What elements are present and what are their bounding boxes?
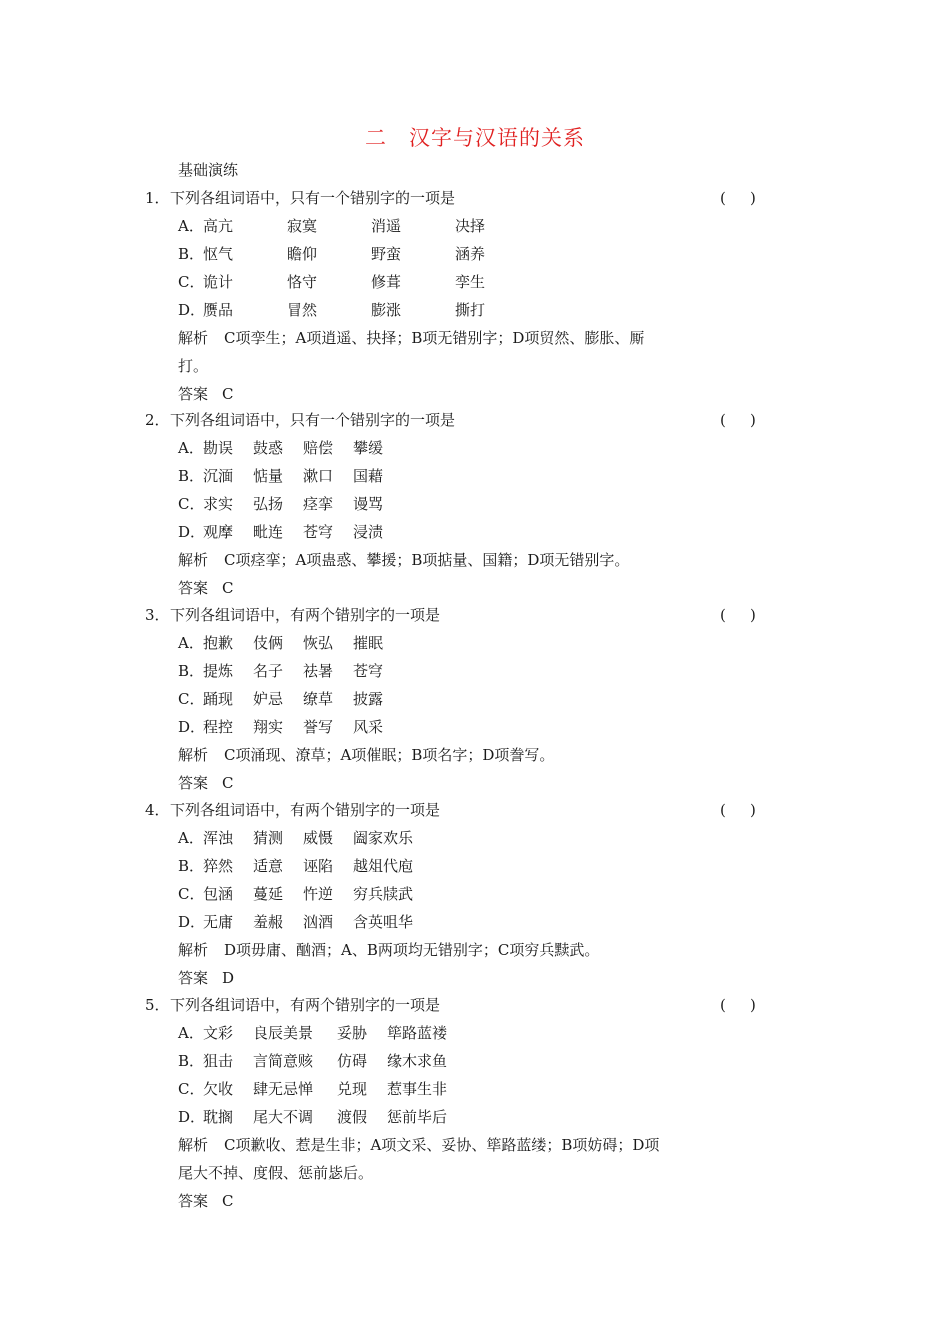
option-a: A．勘误 鼓惑 赔偿 攀缓	[178, 439, 384, 457]
answer: 答案 D	[178, 969, 235, 987]
option-a: A．高亢 寂寞 消遥 决择	[178, 217, 486, 235]
option-c: C．求实 弘扬 痉挛 谩骂	[178, 495, 384, 513]
option-c: C．包涵 蔓延 忤逆 穷兵牍武	[178, 885, 414, 903]
answer-blank: ( )	[720, 189, 756, 207]
analysis: 解析 D项毋庸、酗酒；A、B两项均无错别字；C项穷兵黩武。	[178, 941, 600, 959]
title-number: 二	[365, 126, 387, 150]
analysis: 解析 C项歉收、惹是生非；A项文采、妥协、筚路蓝缕；B项妨碍；D项	[178, 1136, 660, 1154]
option-d: D．赝品 冒然 膨涨 撕打	[178, 301, 486, 319]
analysis-continued: 尾大不掉、度假、惩前毖后。	[178, 1164, 374, 1182]
title-text: 汉字与汉语的关系	[409, 126, 585, 150]
option-b: B．猝然 适意 诬陷 越俎代庖	[178, 857, 414, 875]
page-title	[0, 122, 950, 152]
option-a: A．浑浊 猜测 威慑 阖家欢乐	[178, 829, 414, 847]
option-b: B．沉湎 惦量 漱口 国藉	[178, 467, 384, 485]
option-b: B．狙击 言简意赅 仿碍 缘木求鱼	[178, 1052, 448, 1070]
option-d: D．程控 翔实 誉写 风采	[178, 718, 384, 736]
answer: 答案 C	[178, 774, 234, 792]
answer-blank: ( )	[720, 411, 756, 429]
question-stem: 3．下列各组词语中，有两个错别字的一项是	[145, 606, 441, 624]
option-d: D．观摩 毗连 苍穹 浸渍	[178, 523, 384, 541]
question-stem: 2．下列各组词语中，只有一个错别字的一项是	[145, 411, 456, 429]
option-a: A．抱歉 伎俩 恢弘 摧眠	[178, 634, 384, 652]
option-d: D．无庸 羞赧 汹酒 含英咀华	[178, 913, 414, 931]
question-stem: 5．下列各组词语中，有两个错别字的一项是	[145, 996, 441, 1014]
analysis: 解析 C项孪生；A项逍遥、抉择；B项无错别字；D项贸然、膨胀、厮	[178, 329, 645, 347]
analysis: 解析 C项痉挛；A项蛊惑、攀援；B项掂量、国籍；D项无错别字。	[178, 551, 630, 569]
option-a: A．文彩 良辰美景 妥胁 筚路蓝褛	[178, 1024, 448, 1042]
answer-blank: ( )	[720, 996, 756, 1014]
section-heading: 基础演练	[178, 161, 239, 179]
answer: 答案 C	[178, 579, 234, 597]
answer-blank: ( )	[720, 606, 756, 624]
question-stem: 1．下列各组词语中，只有一个错别字的一项是	[145, 189, 456, 207]
answer: 答案 C	[178, 1192, 234, 1210]
answer-blank: ( )	[720, 801, 756, 819]
option-d: D．耽搁 尾大不调 渡假 惩前毕后	[178, 1108, 448, 1126]
answer: 答案 C	[178, 385, 234, 403]
option-c: C．踊现 妒忌 缭草 披露	[178, 690, 384, 708]
analysis: 解析 C项涌现、潦草；A项催眠；B项名字；D项誊写。	[178, 746, 555, 764]
option-b: B．怄气 瞻仰 野蛮 涵养	[178, 245, 486, 263]
option-b: B．提炼 名子 祛暑 苍穹	[178, 662, 384, 680]
option-c: C．诡计 恪守 修葺 孪生	[178, 273, 486, 291]
analysis-continued: 打。	[178, 357, 209, 375]
question-stem: 4．下列各组词语中，有两个错别字的一项是	[145, 801, 441, 819]
option-c: C．欠收 肆无忌惮 兑现 惹事生非	[178, 1080, 448, 1098]
